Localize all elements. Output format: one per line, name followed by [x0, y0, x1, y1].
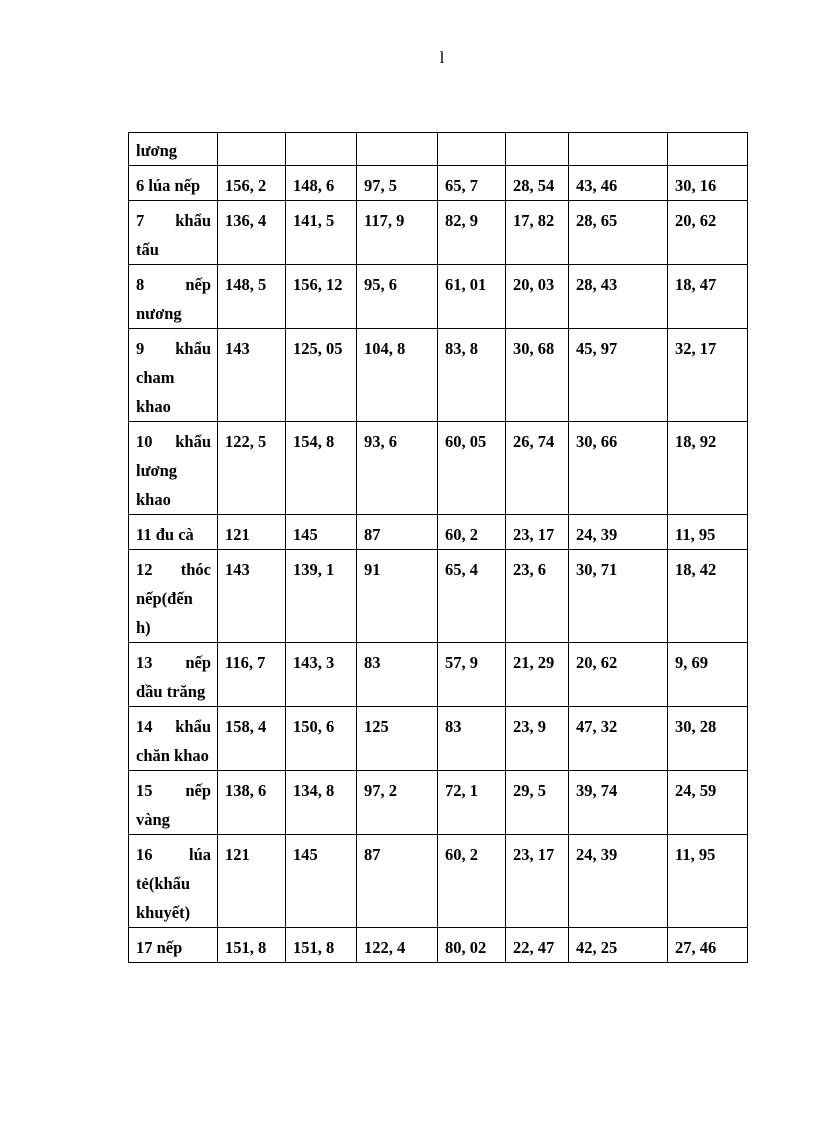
value-cell: 24, 59: [668, 771, 748, 835]
value-cell: 30, 16: [668, 166, 748, 201]
value-cell: 136, 4: [218, 201, 286, 265]
variety-name-cell: 10 khẩu lương khao: [129, 422, 218, 515]
variety-name-cell: 11 đu cà: [129, 515, 218, 550]
value-cell: 30, 71: [569, 550, 668, 643]
value-cell: 11, 95: [668, 835, 748, 928]
table-row: [129, 771, 748, 835]
value-cell: 60, 2: [438, 515, 506, 550]
table-row: [129, 265, 748, 329]
value-cell: 57, 9: [438, 643, 506, 707]
value-cell: 28, 54: [506, 166, 569, 201]
value-cell: 23, 9: [506, 707, 569, 771]
value-cell: 11, 95: [668, 515, 748, 550]
variety-name-cell: 9 khẩu cham khao: [129, 329, 218, 422]
value-cell: 143: [218, 329, 286, 422]
value-cell: 29, 5: [506, 771, 569, 835]
table-row: [129, 329, 748, 422]
value-cell: 9, 69: [668, 643, 748, 707]
value-cell: 21, 29: [506, 643, 569, 707]
value-cell: 151, 8: [218, 928, 286, 963]
value-cell: 83: [357, 643, 438, 707]
variety-name-cell: lương: [129, 133, 218, 166]
table-row: [129, 928, 748, 963]
value-cell: 104, 8: [357, 329, 438, 422]
value-cell: 93, 6: [357, 422, 438, 515]
value-cell: 80, 02: [438, 928, 506, 963]
table-row: [129, 835, 748, 928]
variety-name-cell: 6 lúa nếp: [129, 166, 218, 201]
value-cell: 121: [218, 835, 286, 928]
value-cell: 158, 4: [218, 707, 286, 771]
value-cell: 148, 5: [218, 265, 286, 329]
value-cell: 97, 5: [357, 166, 438, 201]
table-row: [129, 133, 748, 166]
variety-name-cell: 14 khẩu chăn khao: [129, 707, 218, 771]
value-cell: 72, 1: [438, 771, 506, 835]
value-cell: 143, 3: [286, 643, 357, 707]
variety-name-cell: 17 nếp: [129, 928, 218, 963]
value-cell: 141, 5: [286, 201, 357, 265]
value-cell: 143: [218, 550, 286, 643]
value-cell: 145: [286, 835, 357, 928]
variety-name-cell: 12 thóc nếp(đến h): [129, 550, 218, 643]
value-cell: 156, 12: [286, 265, 357, 329]
value-cell: 97, 2: [357, 771, 438, 835]
table-body: [129, 133, 748, 963]
value-cell: [569, 133, 668, 166]
value-cell: [286, 133, 357, 166]
value-cell: 82, 9: [438, 201, 506, 265]
value-cell: [668, 133, 748, 166]
value-cell: [438, 133, 506, 166]
value-cell: 18, 42: [668, 550, 748, 643]
value-cell: 154, 8: [286, 422, 357, 515]
value-cell: 65, 4: [438, 550, 506, 643]
value-cell: 18, 92: [668, 422, 748, 515]
variety-name-cell: 13 nếp dầu trăng: [129, 643, 218, 707]
table-row: [129, 550, 748, 643]
data-table: [128, 132, 748, 963]
value-cell: 32, 17: [668, 329, 748, 422]
value-cell: 28, 43: [569, 265, 668, 329]
value-cell: 47, 32: [569, 707, 668, 771]
table-row: [129, 643, 748, 707]
value-cell: 39, 74: [569, 771, 668, 835]
value-cell: 18, 47: [668, 265, 748, 329]
value-cell: 26, 74: [506, 422, 569, 515]
value-cell: 122, 4: [357, 928, 438, 963]
value-cell: 87: [357, 835, 438, 928]
value-cell: 83: [438, 707, 506, 771]
value-cell: [357, 133, 438, 166]
value-cell: 23, 6: [506, 550, 569, 643]
table-row: [129, 515, 748, 550]
value-cell: 138, 6: [218, 771, 286, 835]
value-cell: [506, 133, 569, 166]
value-cell: 24, 39: [569, 515, 668, 550]
value-cell: 23, 17: [506, 515, 569, 550]
value-cell: 30, 66: [569, 422, 668, 515]
variety-name-cell: 8 nếp nương: [129, 265, 218, 329]
table-row: [129, 201, 748, 265]
value-cell: 30, 28: [668, 707, 748, 771]
variety-name-cell: 15 nếp vàng: [129, 771, 218, 835]
value-cell: 122, 5: [218, 422, 286, 515]
value-cell: 20, 62: [668, 201, 748, 265]
value-cell: 125: [357, 707, 438, 771]
value-cell: 148, 6: [286, 166, 357, 201]
value-cell: 125, 05: [286, 329, 357, 422]
value-cell: [218, 133, 286, 166]
value-cell: 17, 82: [506, 201, 569, 265]
value-cell: 22, 47: [506, 928, 569, 963]
table-row: [129, 166, 748, 201]
value-cell: 45, 97: [569, 329, 668, 422]
value-cell: 156, 2: [218, 166, 286, 201]
value-cell: 24, 39: [569, 835, 668, 928]
value-cell: 151, 8: [286, 928, 357, 963]
table-row: [129, 422, 748, 515]
value-cell: 20, 03: [506, 265, 569, 329]
value-cell: 27, 46: [668, 928, 748, 963]
variety-name-cell: 7 khẩu tấu: [129, 201, 218, 265]
value-cell: 30, 68: [506, 329, 569, 422]
variety-name-cell: 16 lúa tẻ(khẩu khuyết): [129, 835, 218, 928]
value-cell: 95, 6: [357, 265, 438, 329]
value-cell: 20, 62: [569, 643, 668, 707]
value-cell: 134, 8: [286, 771, 357, 835]
value-cell: 28, 65: [569, 201, 668, 265]
value-cell: 91: [357, 550, 438, 643]
value-cell: 43, 46: [569, 166, 668, 201]
value-cell: 42, 25: [569, 928, 668, 963]
value-cell: 61, 01: [438, 265, 506, 329]
value-cell: 116, 7: [218, 643, 286, 707]
table-row: [129, 707, 748, 771]
value-cell: 60, 2: [438, 835, 506, 928]
value-cell: 150, 6: [286, 707, 357, 771]
value-cell: 87: [357, 515, 438, 550]
page-number: l: [439, 48, 445, 67]
value-cell: 65, 7: [438, 166, 506, 201]
value-cell: 23, 17: [506, 835, 569, 928]
value-cell: 121: [218, 515, 286, 550]
value-cell: 145: [286, 515, 357, 550]
value-cell: 139, 1: [286, 550, 357, 643]
value-cell: 60, 05: [438, 422, 506, 515]
value-cell: 83, 8: [438, 329, 506, 422]
value-cell: 117, 9: [357, 201, 438, 265]
